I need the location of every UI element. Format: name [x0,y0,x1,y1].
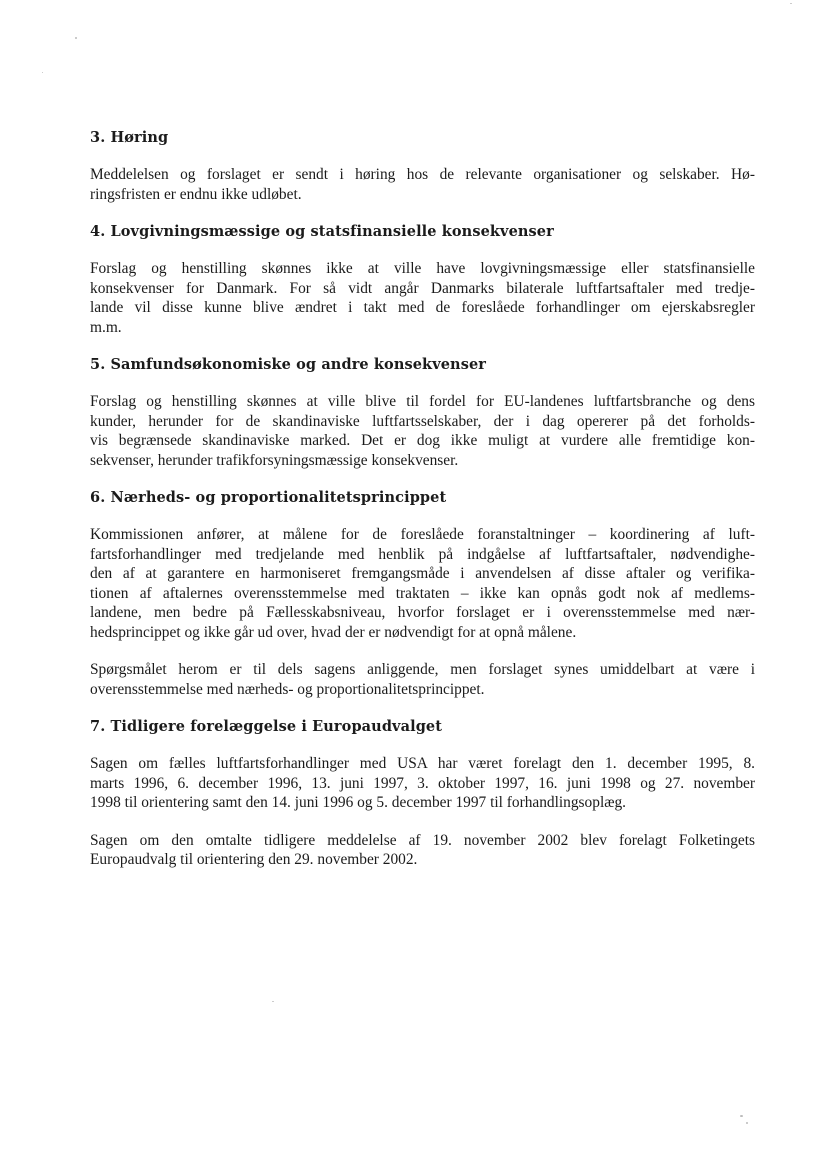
paragraph-line: m.m. [90,318,122,336]
paragraph-line: fartsforhandlinger med tredjelande med henblik på indgåelse af luftfartsaftaler, nødvendighe- [90,545,755,563]
section-heading: 6. Nærheds- og proportionalitetsprincippet [90,489,447,506]
scan-speck [740,1115,743,1117]
section-heading: 5. Samfundsøkonomiske og andre konsekvenser [90,356,487,373]
document-body [90,128,755,870]
section-heading: 4. Lovgivningsmæssige og statsfinansielle konsekvenser [90,223,554,240]
paragraph-line: hedsprincippet og ikke går ud over, hvad der er nødvendigt for at opnå målene. [90,623,577,641]
paragraph-line: konsekvenser for Danmark. For så vidt angår Danmarks bilaterale luftfartsaftaler med tredje- [90,279,755,297]
scan-speck [746,1122,748,1124]
paragraph-line: Meddelelsen og forslaget er sendt i høring hos de relevante organisationer og selskaber. Hø- [90,166,755,183]
scan-speck [42,72,43,73]
paragraph-line: ringsfristen er endnu ikke udløbet. [90,185,302,203]
section-heading: 7. Tidligere forelæggelse i Europaudvalget [90,718,443,735]
paragraph-line: Kommissionen anfører, at målene for de foreslåede foranstaltninger – koordinering af luft- [90,526,755,543]
paragraph-line: 1998 til orientering samt den 14. juni 1996 og 5. december 1997 til forhandlingsoplæg. [90,794,627,811]
paragraph-line: Spørgsmålet herom er til dels sagens anliggende, men forslaget synes umiddelbart at være i [90,661,755,678]
body-paragraph [90,392,755,470]
document-page [90,128,755,870]
paragraph-line: Forslag og henstilling skønnes at ville blive til fordel for EU-landenes luftfartsbranche og dens [90,393,755,410]
paragraph-line: Europaudvalg til orientering den 29. november 2002. [90,851,418,868]
paragraph-line: overensstemmelse med nærheds- og proportionalitetsprincippet. [90,680,485,698]
scan-speck [272,1001,274,1002]
scan-speck [790,3,792,4]
body-paragraph [90,165,755,204]
paragraph-line: sekvenser, herunder trafikforsyningsmæssige konsekvenser. [90,451,459,469]
paragraph-line: vis begrænsede skandinaviske marked. Det er dog ikke muligt at vurdere alle fremtidige kon- [90,432,755,449]
paragraph-line: Sagen om den omtalte tidligere meddelelse af 19. november 2002 blev forelagt Folketingets [90,831,755,849]
paragraph-line: landene, men bedre på Fællesskabsniveau, hvorfor forslaget er i overensstemmelse med nær- [90,604,755,621]
scan-speck [75,37,77,39]
paragraph-line: lande vil disse kunne blive ændret i takt med de foreslåede forhandlinger om ejerskabsregler [90,299,755,316]
paragraph-line: Forslag og henstilling skønnes ikke at ville have lovgivningsmæssige eller statsfinansielle [90,260,755,277]
paragraph-line: Sagen om fælles luftfartsforhandlinger med USA har været forelagt den 1. december 1995, 8. [90,755,755,772]
section-heading: 3. Høring [90,129,169,146]
paragraph-line: den af at garantere en harmoniseret fremgangsmåde i anvendelsen af disse aftaler og verifika- [90,565,755,582]
paragraph-line: kunder, herunder for de skandinaviske luftfartsselskaber, der i dag opererer på det forholds- [90,412,755,430]
paragraph-line: tionen af aftalernes overensstemmelse med traktaten – ikke kan opnås godt nok af medlems- [90,584,755,602]
body-paragraph [90,660,755,699]
body-paragraph [90,259,755,337]
body-paragraph [90,831,755,870]
body-paragraph [90,525,755,642]
paragraph-line: marts 1996, 6. december 1996, 13. juni 1997, 3. oktober 1997, 16. juni 1998 og 27. november [90,774,755,792]
body-paragraph [90,754,755,813]
